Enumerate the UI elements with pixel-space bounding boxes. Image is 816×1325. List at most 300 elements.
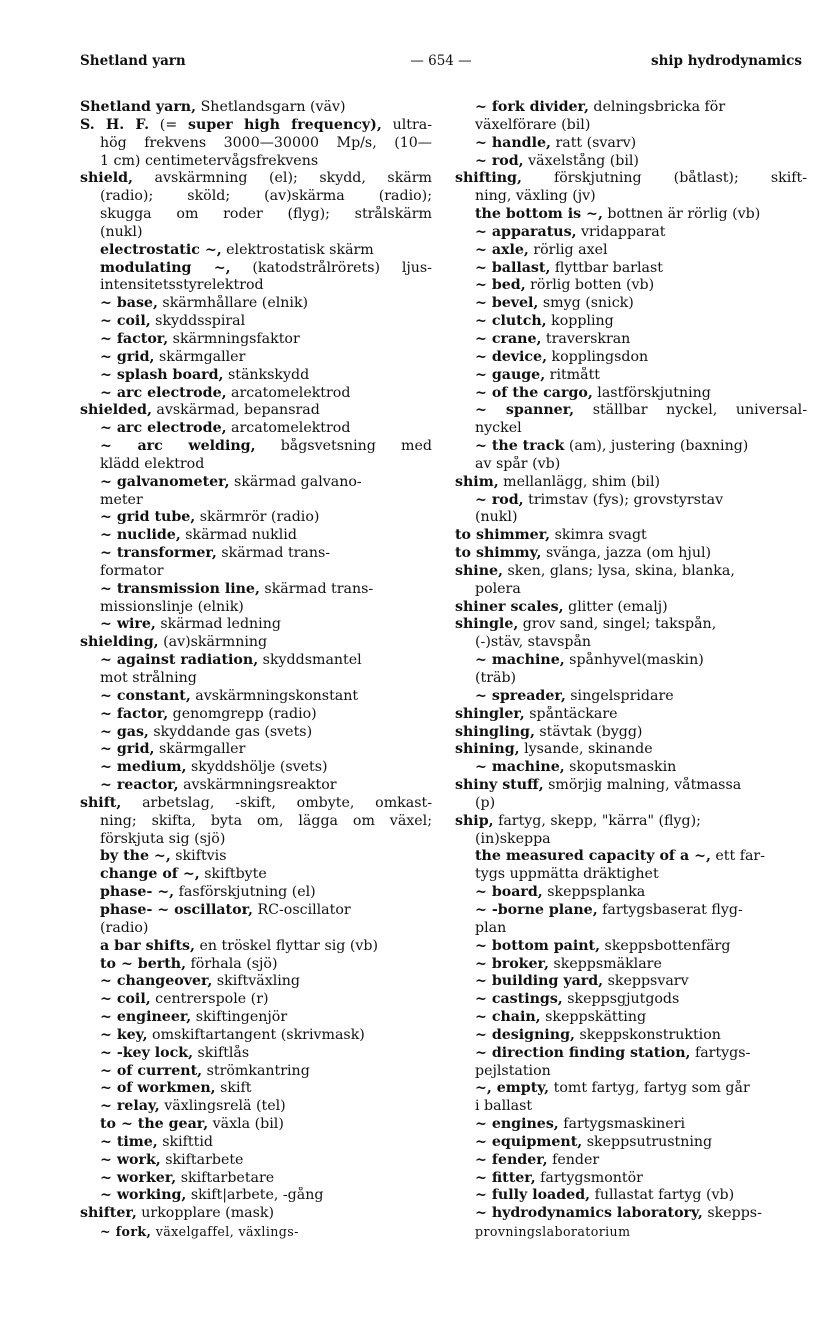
- entry-headline: [455, 170, 807, 188]
- entry-translation: (katodstrålrörets) ljus-: [230, 259, 432, 276]
- entry-term: shiny stuff,: [455, 777, 544, 794]
- entry-term: ~ fender,: [475, 1151, 548, 1168]
- entry-subline: [455, 1027, 807, 1045]
- entry-term: shingler,: [455, 705, 525, 722]
- entry-subline: [80, 224, 432, 242]
- entry-translation: grov sand, singel; takspån,: [518, 616, 717, 633]
- entry-subline: [455, 1205, 807, 1223]
- entry-subline: [80, 206, 432, 224]
- entry-translation: skärmningsfaktor: [168, 330, 300, 347]
- entry-translation: arcatomelektrod: [226, 420, 351, 437]
- entry-translation: fartygsbaserat flyg-: [597, 901, 743, 918]
- entry-term: ~ grid,: [100, 741, 155, 758]
- entry-term: ~ engineer,: [100, 1009, 192, 1026]
- entry-translation: skärmgaller: [154, 348, 246, 365]
- entry-subline: [80, 153, 432, 171]
- entry-term: ~ fork,: [100, 1224, 152, 1240]
- entry-subline: [80, 438, 432, 456]
- entry-subline: [455, 866, 807, 884]
- entry-translation: rörlig botten (vb): [525, 277, 655, 294]
- entry-subline: [455, 1063, 807, 1081]
- entry-term: ~ rod,: [475, 152, 524, 169]
- entry-subline: [80, 474, 432, 492]
- entry-subline: [455, 1187, 807, 1205]
- entry-translation: traverskran: [541, 330, 631, 347]
- entry-term: ~ transmission line,: [100, 580, 260, 597]
- entry-translation: skugga om roder (flyg); strålskärm: [100, 206, 432, 223]
- entry-subline: [80, 706, 432, 724]
- entry-subline: [80, 813, 432, 831]
- entry-subline: [455, 492, 807, 510]
- entry-subline: [80, 1116, 432, 1134]
- entry-translation: lastförskjutning: [592, 384, 711, 401]
- entry-translation: (träb): [475, 670, 517, 686]
- entry-subline: [80, 545, 432, 563]
- entry-translation: provningslaboratorium: [475, 1224, 631, 1240]
- entry-subline: [80, 616, 432, 634]
- entry-headline: [455, 474, 807, 492]
- entry-translation: skyddsspiral: [150, 313, 246, 330]
- entry-translation: ratt (svarv): [550, 134, 637, 151]
- entry-term: ~ arc welding,: [100, 438, 256, 455]
- entry-term: shim,: [455, 473, 499, 490]
- entry-translation: kopplingsdon: [547, 348, 649, 365]
- entry-headline: [455, 527, 807, 545]
- entry-translation: växelstång (bil): [523, 152, 639, 169]
- entry-subline: [455, 973, 807, 991]
- entry-term: ~ fork divider,: [475, 99, 589, 115]
- entry-subline: [455, 938, 807, 956]
- entry-subline: [80, 759, 432, 777]
- entry-subline: [80, 1009, 432, 1027]
- entry-term: shift,: [80, 794, 122, 811]
- entry-term: shifter,: [80, 1205, 137, 1222]
- entry-translation: avskärmad, bepansrad: [151, 402, 320, 419]
- entry-term: ~ -key lock,: [100, 1044, 194, 1061]
- entry-subline: [455, 331, 807, 349]
- entry-subline: [455, 688, 807, 706]
- entry-headline: [455, 813, 807, 831]
- entry-translation: ning, växling (jv): [475, 188, 596, 205]
- entry-translation: skärmad ledning: [155, 616, 281, 633]
- entry-translation: rörlig axel: [528, 241, 608, 258]
- entry-translation: avskärmning (el); skydd, skärm: [132, 170, 432, 187]
- entry-term: ~ hydrodynamics laboratory,: [475, 1205, 703, 1222]
- entry-translation: skift: [215, 1080, 252, 1097]
- entry-term: super high frequency),: [188, 116, 382, 133]
- entry-term: S. H. F.: [80, 116, 150, 133]
- entry-translation: stävtak (bygg): [534, 723, 643, 740]
- entry-translation: skiftvis: [170, 848, 227, 865]
- entry-translation: smyg (snick): [538, 295, 634, 312]
- entry-translation: Shetlandsgarn (väv): [196, 99, 346, 115]
- entry-subline: [80, 1080, 432, 1098]
- entry-term: ~ ballast,: [475, 259, 551, 276]
- entry-translation: fender: [547, 1151, 600, 1168]
- entry-subline: [455, 884, 807, 902]
- entry-subline: [80, 741, 432, 759]
- entry-subline: [455, 509, 807, 527]
- entry-subline: [455, 1116, 807, 1134]
- entry-term: shield,: [80, 170, 133, 187]
- entry-term: the bottom is ~,: [475, 206, 603, 223]
- entry-term: ~ device,: [475, 348, 548, 365]
- entry-translation: skyddsmantel: [258, 652, 362, 669]
- entry-subline: [455, 1223, 807, 1241]
- entry-translation: skärmad trans-: [216, 545, 331, 562]
- entry-subline: [80, 1063, 432, 1081]
- entry-translation: koppling: [546, 313, 614, 330]
- entry-subline: [80, 260, 432, 278]
- entry-translation: (av)skärmning: [158, 634, 268, 651]
- entry-translation: skärmhållare (elnik): [157, 295, 309, 312]
- entry-subline: [80, 420, 432, 438]
- entry-term: ~ crane,: [475, 330, 542, 347]
- entry-subline: [455, 402, 807, 420]
- entry-term: ~ machine,: [475, 759, 565, 776]
- entry-term: ~ galvanometer,: [100, 473, 230, 490]
- entry-translation: fartygs-: [690, 1044, 751, 1061]
- entry-term: ~ clutch,: [475, 313, 547, 330]
- entry-headline: [80, 402, 432, 420]
- entry-translation: mot strålning: [100, 670, 197, 686]
- entry-translation: skärmad nuklid: [180, 527, 297, 544]
- entry-subline: [80, 956, 432, 974]
- entry-subline: [455, 349, 807, 367]
- entry-translation: i ballast: [475, 1098, 533, 1115]
- entry-translation: skeppsmäklare: [548, 955, 662, 972]
- entry-translation: genomgrepp (radio): [168, 705, 317, 722]
- entry-term: ~ gauge,: [475, 366, 546, 383]
- entry-term: ~ coil,: [100, 991, 151, 1008]
- entry-term: ~ direction finding station,: [475, 1044, 691, 1061]
- entry-translation: smörjig malning, våtmassa: [543, 777, 742, 794]
- entry-translation: (radio); sköld; (av)skärma (radio);: [100, 188, 432, 205]
- entry-translation: skiftarbetare: [176, 1169, 275, 1186]
- entry-term: change of ~,: [100, 866, 200, 883]
- entry-term: ~ changeover,: [100, 973, 213, 990]
- entry-translation: bottnen är rörlig (vb): [602, 206, 761, 223]
- entry-translation: stänkskydd: [223, 366, 310, 383]
- entry-translation: elektrostatisk skärm: [221, 241, 374, 258]
- entry-translation: skeppsvarv: [603, 973, 689, 990]
- entry-translation: meter: [100, 491, 143, 508]
- entry-subline: [455, 295, 807, 313]
- entry-translation: skyddshölje (svets): [186, 759, 328, 776]
- entry-translation: RC-oscillator: [252, 901, 351, 918]
- entry-translation: strömkantring: [202, 1062, 310, 1079]
- entry-term: ~ factor,: [100, 330, 169, 347]
- header-left-guideword: Shetland yarn: [80, 53, 186, 69]
- entry-subline: [455, 920, 807, 938]
- entry-term: to shimmer,: [455, 527, 551, 544]
- entry-translation: skiftingenjör: [191, 1009, 288, 1026]
- entry-subline: [455, 1009, 807, 1027]
- entry-headline: [80, 1205, 432, 1223]
- entry-term: shielded,: [80, 402, 152, 419]
- left-column: [80, 99, 432, 1241]
- entry-subline: [80, 777, 432, 795]
- entry-headline: [455, 563, 807, 581]
- entry-translation: bågsvetsning med: [255, 438, 432, 455]
- entry-translation: trimstav (fys); grovstyrstav: [523, 491, 724, 508]
- entry-subline: [80, 295, 432, 313]
- entry-term: ~ bed,: [475, 277, 526, 294]
- entry-term: ~ bottom paint,: [475, 937, 601, 954]
- entry-subline: [80, 242, 432, 260]
- entry-subline: [455, 367, 807, 385]
- entry-subline: [455, 991, 807, 1009]
- entry-term: ~ apparatus,: [475, 223, 577, 240]
- entry-translation: intensitetsstyrelektrod: [100, 277, 264, 294]
- entry-translation: arbetslag, -skift, ombyte, omkast-: [121, 794, 432, 811]
- entry-subline: [455, 260, 807, 278]
- entry-term: ~ working,: [100, 1187, 187, 1204]
- entry-translation: fartyg, skepp, "kärra" (flyg);: [493, 812, 701, 829]
- entry-translation: (am), justering (baxning): [564, 438, 749, 455]
- entry-term: phase- ~ oscillator,: [100, 901, 253, 918]
- entry-translation: sken, glans; lysa, skina, blanka,: [502, 562, 735, 579]
- entry-term: Shetland yarn,: [80, 99, 197, 115]
- entry-headline: [80, 795, 432, 813]
- entry-translation: skärmrör (radio): [195, 509, 320, 526]
- entry-term: ~ spanner,: [475, 402, 575, 419]
- entry-translation: skift|arbete, -gång: [186, 1187, 324, 1204]
- entry-translation: svänga, jazza (om hjul): [541, 545, 712, 562]
- entry-subline: [80, 367, 432, 385]
- entry-subline: [80, 688, 432, 706]
- entry-subline: [80, 492, 432, 510]
- entry-translation: skärmgaller: [154, 741, 246, 758]
- entry-subline: [455, 795, 807, 813]
- entry-headline: [80, 99, 432, 117]
- entry-term: modulating ~,: [100, 259, 231, 276]
- entry-subline: [455, 956, 807, 974]
- entry-term: ~ against radiation,: [100, 652, 259, 669]
- entry-translation: klädd elektrod: [100, 455, 205, 472]
- entry-subline: [455, 277, 807, 295]
- entry-headline: [455, 777, 807, 795]
- entry-translation: fartygsmontör: [535, 1169, 643, 1186]
- entry-subline: [80, 831, 432, 849]
- entry-subline: [80, 313, 432, 331]
- entry-term: to shimmy,: [455, 545, 542, 562]
- entry-translation: (in)skeppa: [475, 830, 551, 847]
- entry-subline: [455, 848, 807, 866]
- entry-headline: [455, 741, 807, 759]
- entry-term: a bar shifts,: [100, 937, 195, 954]
- page-number: — 654 —: [410, 53, 472, 69]
- entry-translation: en tröskel flyttar sig (vb): [194, 937, 379, 954]
- entry-subline: [80, 277, 432, 295]
- entry-subline: [80, 848, 432, 866]
- entry-headline: [455, 599, 807, 617]
- entry-translation: av spår (vb): [475, 455, 561, 472]
- entry-translation: omskiftartangent (skrivmask): [147, 1026, 365, 1043]
- entry-translation: ett far-: [710, 848, 766, 865]
- entry-term: ~ broker,: [475, 955, 549, 972]
- entry-term: ~ time,: [100, 1133, 158, 1150]
- entry-subline: [80, 724, 432, 742]
- entry-translation: växelförare (bil): [475, 116, 591, 133]
- entry-translation: fartygsmaskineri: [558, 1116, 686, 1133]
- entry-subline: [80, 1045, 432, 1063]
- entry-translation: tomt fartyg, fartyg som går: [549, 1080, 750, 1097]
- entry-translation: centrerspole (r): [150, 991, 269, 1008]
- entry-term: ~ chain,: [475, 1009, 541, 1026]
- entry-translation: arcatomelektrod: [226, 384, 351, 401]
- entry-term: ~ bevel,: [475, 295, 539, 312]
- entry-translation: förhala (sjö): [186, 955, 278, 972]
- entry-translation: (-)stäv, stavspån: [475, 634, 592, 651]
- entry-translation: urkopplare (mask): [136, 1205, 275, 1222]
- entry-term: shifting,: [455, 170, 522, 187]
- entry-translation: lysande, skinande: [519, 741, 653, 758]
- entry-subline: [80, 1027, 432, 1045]
- entry-term: ~ engines,: [475, 1116, 559, 1133]
- entry-translation: växelgaffel, växlings-: [151, 1224, 299, 1240]
- entry-subline: [455, 1152, 807, 1170]
- entry-subline: [80, 1152, 432, 1170]
- entry-subline: [455, 135, 807, 153]
- entry-subline: [455, 313, 807, 331]
- entry-translation: avskärmningsreaktor: [178, 777, 337, 794]
- entry-term: shining,: [455, 741, 520, 758]
- entry-subline: [80, 938, 432, 956]
- entry-subline: [455, 1045, 807, 1063]
- entry-translation: förskjuta sig (sjö): [100, 830, 226, 847]
- entry-subline: [455, 206, 807, 224]
- entry-subline: [455, 1098, 807, 1116]
- entry-term: ~ wire,: [100, 616, 156, 633]
- entry-subline: [80, 902, 432, 920]
- page-header: [80, 53, 802, 77]
- entry-translation: skimra svagt: [550, 527, 647, 544]
- entry-term: ~ -borne plane,: [475, 901, 598, 918]
- entry-translation: hög frekvens 3000—30000 Mp/s, (10—: [100, 134, 432, 151]
- entry-term: ~ base,: [100, 295, 158, 312]
- entry-term: ~ fully loaded,: [475, 1187, 591, 1204]
- entry-translation: växlingsrelä (tel): [159, 1098, 286, 1115]
- entry-subline: [80, 349, 432, 367]
- entry-subline: [80, 527, 432, 545]
- entry-term: ~ grid tube,: [100, 509, 196, 526]
- entry-subline: [80, 1098, 432, 1116]
- entry-translation: glitter (emalj): [563, 598, 668, 615]
- entry-translation: skeppskonstruktion: [574, 1026, 721, 1043]
- entry-term: ~ reactor,: [100, 777, 179, 794]
- entry-translation: ultra-: [381, 116, 432, 133]
- entry-subline: [80, 652, 432, 670]
- entry-term: ~ of current,: [100, 1062, 203, 1079]
- header-right-guideword: ship hydrodynamics: [651, 53, 802, 69]
- entry-translation: skärmad trans-: [259, 580, 374, 597]
- entry-headline: [80, 170, 432, 188]
- entry-term: ~ axle,: [475, 241, 529, 258]
- entry-translation: missionslinje (elnik): [100, 598, 244, 615]
- entry-subline: [80, 991, 432, 1009]
- entry-term: ~ the track: [475, 438, 565, 455]
- entry-subline: [455, 420, 807, 438]
- entry-translation: (radio): [100, 919, 149, 936]
- entry-translation: skeppsbottenfärg: [600, 937, 731, 954]
- entry-translation: skiftväxling: [212, 973, 301, 990]
- entry-term: ~ fitter,: [475, 1169, 536, 1186]
- entry-subline: [80, 920, 432, 938]
- entry-subline: [80, 1223, 432, 1241]
- entry-term: ~ building yard,: [475, 973, 604, 990]
- entry-translation: plan: [475, 919, 507, 936]
- entry-translation: förskjutning (båtlast); skift-: [521, 170, 807, 187]
- entry-subline: [80, 866, 432, 884]
- entry-term: ~ of workmen,: [100, 1080, 216, 1097]
- entry-term: ~ handle,: [475, 134, 551, 151]
- entry-term: to ~ the gear,: [100, 1116, 209, 1133]
- entry-translation: skeppskätting: [540, 1009, 647, 1026]
- entry-subline: [455, 456, 807, 474]
- entry-subline: [80, 509, 432, 527]
- entry-subline: [80, 188, 432, 206]
- entry-subline: [455, 1080, 807, 1098]
- entry-subline: [80, 599, 432, 617]
- entry-subline: [80, 385, 432, 403]
- entry-term: ~ key,: [100, 1026, 148, 1043]
- entry-headline: [455, 724, 807, 742]
- entry-term: ~ board,: [475, 884, 543, 901]
- entry-translation: flyttbar barlast: [550, 259, 663, 276]
- entry-term: ship,: [455, 812, 494, 829]
- entry-subline: [455, 831, 807, 849]
- entry-translation: skeppsgjutgods: [562, 991, 680, 1008]
- entry-translation: skiftbyte: [199, 866, 267, 883]
- entry-subline: [455, 242, 807, 260]
- entry-translation: skeppsutrustning: [582, 1133, 713, 1150]
- entry-term: shielding,: [80, 634, 159, 651]
- entry-subline: [455, 1170, 807, 1188]
- entry-translation: ning; skifta, byta om, lägga om växel;: [100, 812, 432, 829]
- entry-term: ~ factor,: [100, 705, 169, 722]
- entry-term: shingling,: [455, 723, 535, 740]
- entry-subline: [80, 563, 432, 581]
- entry-subline: [80, 1134, 432, 1152]
- entry-headline: [80, 634, 432, 652]
- entry-term: shingle,: [455, 616, 519, 633]
- entry-subline: [455, 99, 807, 117]
- entry-term: electrostatic ~,: [100, 241, 222, 258]
- entry-subline: [80, 581, 432, 599]
- entry-translation: avskärmningskonstant: [190, 687, 359, 704]
- entry-translation: fasförskjutning (el): [174, 884, 316, 901]
- entry-subline: [80, 331, 432, 349]
- entry-term: shine,: [455, 562, 503, 579]
- entry-term: ~ rod,: [475, 491, 524, 508]
- entry-term: by the ~,: [100, 848, 171, 865]
- entry-term: ~, empty,: [475, 1080, 550, 1097]
- entry-translation: tygs uppmätta dräktighet: [475, 866, 659, 883]
- entry-term: ~ work,: [100, 1151, 161, 1168]
- entry-term: ~ relay,: [100, 1098, 160, 1115]
- entry-translation: skyddande gas (svets): [148, 723, 313, 740]
- entry-translation: skeppsplanka: [542, 884, 646, 901]
- entry-term: ~ gas,: [100, 723, 149, 740]
- entry-term: ~ coil,: [100, 313, 151, 330]
- entry-term: ~ arc electrode,: [100, 420, 227, 437]
- entry-headline: [455, 545, 807, 563]
- entry-subline: [455, 117, 807, 135]
- entry-term: shiner scales,: [455, 598, 564, 615]
- entry-translation: pejlstation: [475, 1062, 551, 1079]
- entry-translation: (=: [149, 116, 189, 133]
